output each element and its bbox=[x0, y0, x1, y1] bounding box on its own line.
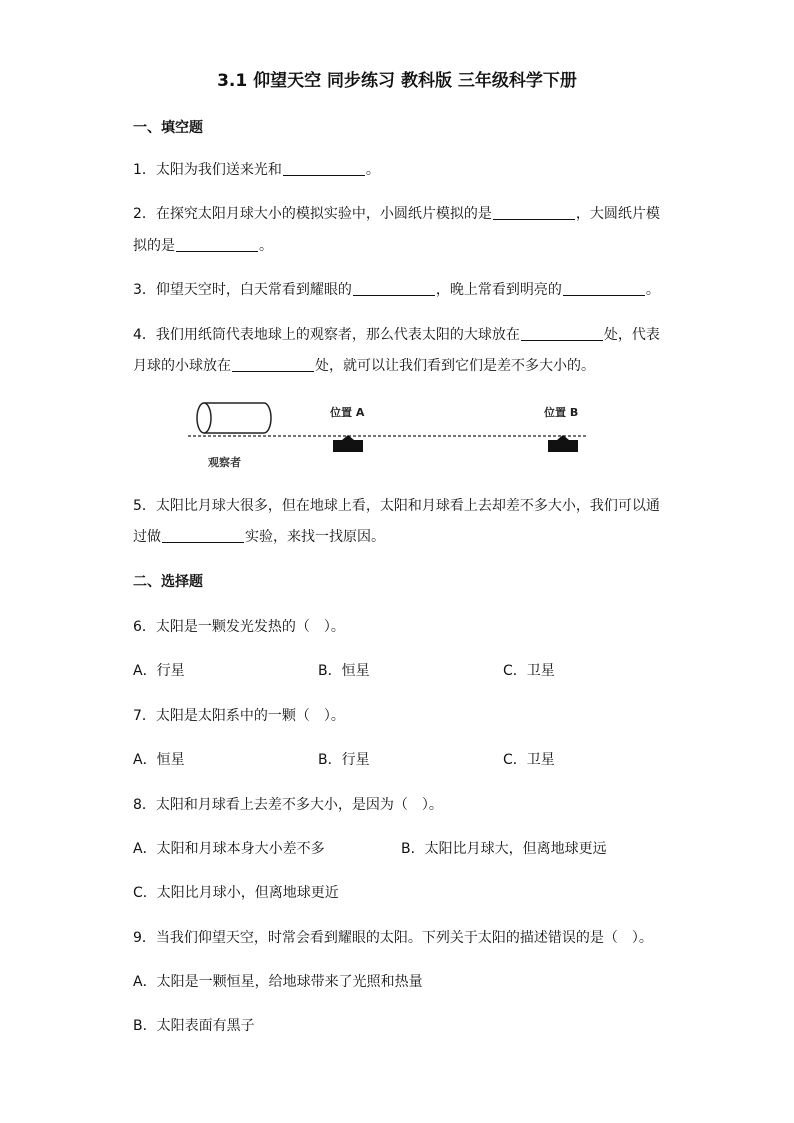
q3-blank-1[interactable] bbox=[353, 281, 435, 296]
q7-option-c[interactable]: C．卫星 bbox=[503, 752, 555, 768]
question-6: 6．太阳是一颗发光发热的（ ）。 bbox=[133, 619, 345, 635]
q5-end: 实验，来找一找原因。 bbox=[245, 529, 385, 545]
q5-text: 5．太阳比月球大很多，但在地球上看，太阳和月球看上去却差不多大小，我们可以通 bbox=[133, 498, 660, 514]
q4-text-3: 月球的小球放在 bbox=[133, 358, 231, 374]
q5-blank[interactable] bbox=[162, 528, 244, 543]
question-2-line-2 bbox=[133, 236, 273, 256]
question-5-line-2 bbox=[133, 527, 385, 547]
diagram-svg bbox=[186, 395, 596, 475]
observer-label: 观察者 bbox=[208, 456, 241, 469]
q2-blank-2[interactable] bbox=[176, 237, 258, 252]
q9-option-b[interactable]: B．太阳表面有黑子 bbox=[133, 1018, 255, 1034]
q4-end: 处，就可以让我们看到它们是差不多大小的。 bbox=[315, 358, 595, 374]
q3-blank-2[interactable] bbox=[563, 281, 645, 296]
q8-option-a[interactable]: A．太阳和月球本身大小差不多 bbox=[133, 841, 325, 857]
q4-text: 4．我们用纸筒代表地球上的观察者，那么代表太阳的大球放在 bbox=[133, 327, 520, 343]
q7-option-b[interactable]: B．行星 bbox=[318, 752, 370, 768]
q9-option-a[interactable]: A．太阳是一颗恒星，给地球带来了光照和热量 bbox=[133, 974, 423, 990]
question-2-line-1 bbox=[133, 204, 660, 224]
paper-tube-icon bbox=[197, 403, 271, 433]
q6-option-a[interactable]: A．行星 bbox=[133, 663, 185, 679]
question-4-line-1 bbox=[133, 325, 660, 345]
q7-option-a[interactable]: A．恒星 bbox=[133, 752, 185, 768]
position-b-label: 位置 B bbox=[544, 406, 579, 419]
question-9: 9．当我们仰望天空，时常会看到耀眼的太阳。下列关于太阳的描述错误的是（ ）。 bbox=[133, 930, 653, 946]
question-3 bbox=[133, 280, 660, 300]
stand-b-icon bbox=[548, 435, 578, 452]
q8-option-c[interactable]: C．太阳比月球小，但离地球更近 bbox=[133, 885, 339, 901]
q1-end: 。 bbox=[365, 162, 380, 178]
q2-text-2: ，大圆纸片模 bbox=[575, 206, 660, 222]
observation-diagram bbox=[186, 395, 596, 479]
q4-blank-2[interactable] bbox=[232, 357, 314, 372]
page-title: 3.1 仰望天空 同步练习 教科版 三年级科学下册 bbox=[217, 71, 577, 91]
question-5-line-1 bbox=[133, 496, 660, 516]
q1-blank[interactable] bbox=[283, 161, 365, 176]
q3-text-2: ，晚上常看到明亮的 bbox=[435, 282, 562, 298]
q3-text: 3．仰望天空时，白天常看到耀眼的 bbox=[133, 282, 352, 298]
q4-blank-1[interactable] bbox=[521, 326, 603, 341]
q3-end: 。 bbox=[645, 282, 660, 298]
q8-option-b[interactable]: B．太阳比月球大，但离地球更远 bbox=[401, 841, 607, 857]
q1-text: 1．太阳为我们送来光和 bbox=[133, 162, 282, 178]
q4-text-2: 处，代表 bbox=[603, 327, 660, 343]
q6-option-c[interactable]: C．卫星 bbox=[503, 663, 555, 679]
q2-blank-1[interactable] bbox=[493, 205, 575, 220]
q5-text-2: 过做 bbox=[133, 529, 161, 545]
section-multiple-choice: 二、选择题 bbox=[133, 574, 203, 590]
question-1 bbox=[133, 160, 380, 180]
section-fill-blank: 一、填空题 bbox=[133, 120, 203, 136]
question-4-line-2 bbox=[133, 356, 595, 376]
question-7: 7．太阳是太阳系中的一颗（ ）。 bbox=[133, 708, 345, 724]
stand-a-icon bbox=[333, 435, 363, 452]
q2-text: 2．在探究太阳月球大小的模拟实验中，小圆纸片模拟的是 bbox=[133, 206, 492, 222]
q2-end: 。 bbox=[259, 238, 273, 254]
q6-option-b[interactable]: B．恒星 bbox=[318, 663, 370, 679]
position-a-label: 位置 A bbox=[330, 406, 365, 419]
q2-text-3: 拟的是 bbox=[133, 238, 175, 254]
question-8: 8．太阳和月球看上去差不多大小，是因为（ ）。 bbox=[133, 797, 443, 813]
